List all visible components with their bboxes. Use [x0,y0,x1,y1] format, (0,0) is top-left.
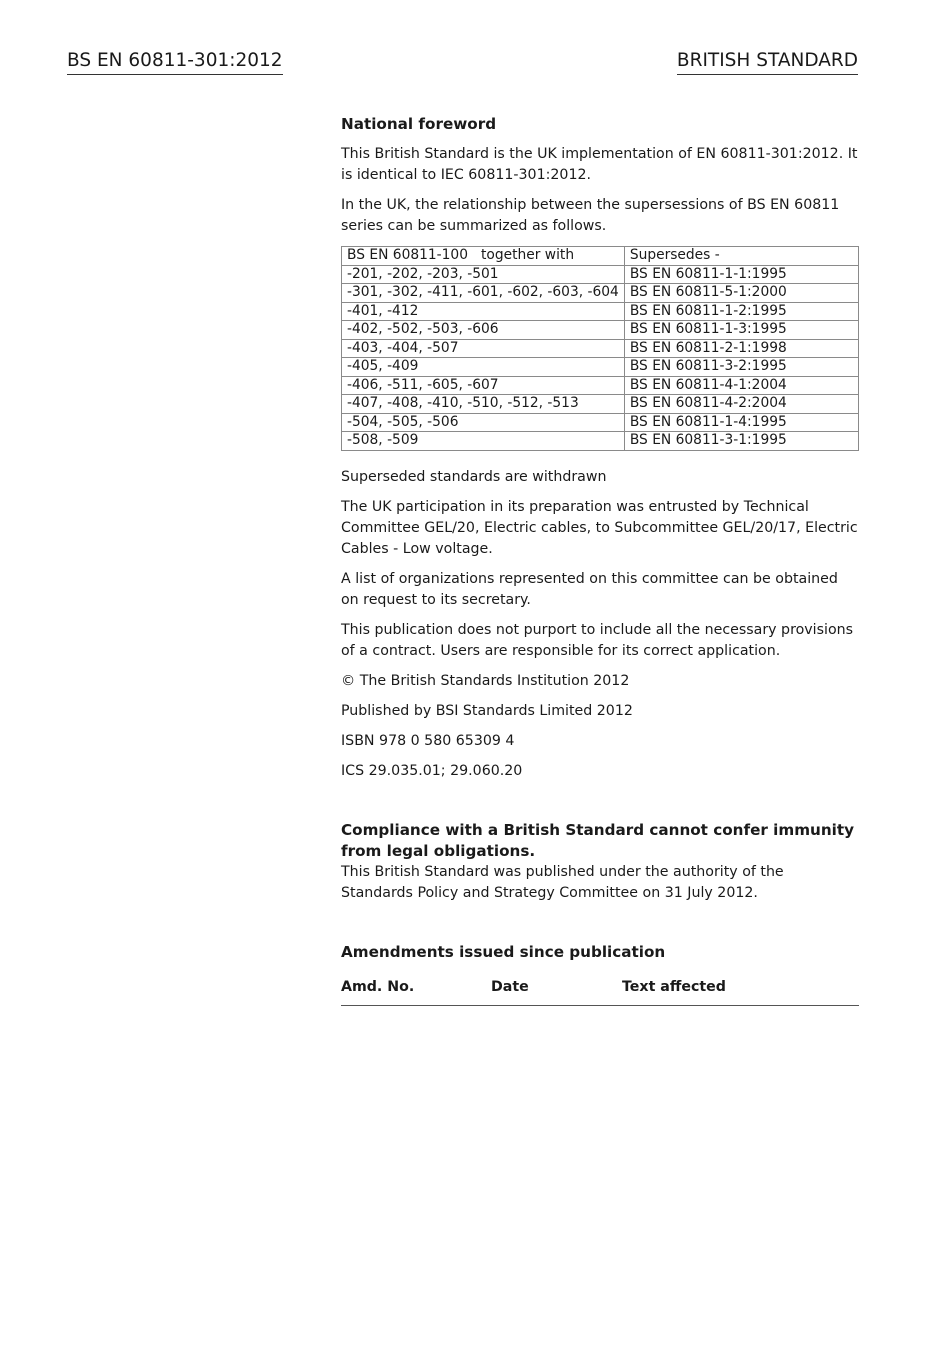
table-row [342,413,859,432]
table-cell-supersedes: BS EN 60811-1-1:1995 [624,265,858,284]
table-cell-parts: -508, -509 [342,432,625,451]
amendments-table-header [341,977,859,1006]
table-row [342,284,859,303]
table-cell-supersedes: BS EN 60811-3-2:1995 [624,358,858,377]
table-cell-supersedes: BS EN 60811-4-2:2004 [624,395,858,414]
table-cell-parts: -301, -302, -411, -601, -602, -603, -604 [342,284,625,303]
ics-line: ICS 29.035.01; 29.060.20 [341,762,523,779]
foreword-paragraph-1: This British Standard is the UK implementation of EN 60811-301:2012. It is identical to IEC 60811-301:2012. [341,146,858,183]
table-header-parts [342,247,625,266]
table-cell-parts: -402, -502, -503, -606 [342,321,625,340]
table-cell-supersedes: BS EN 60811-1-2:1995 [624,302,858,321]
provisions-paragraph: This publication does not purport to include all the necessary provisions of a contract. Users are responsible for its correct application. [341,621,854,659]
table-cell-supersedes: BS EN 60811-4-1:2004 [624,376,858,395]
amendments-col-amd-no: Amd. No. [341,978,415,995]
table-row [342,358,859,377]
supersession-table [341,246,859,451]
table-row [342,265,859,284]
publisher-line: Published by BSI Standards Limited 2012 [341,702,633,719]
table-cell-parts: -504, -505, -506 [342,413,625,432]
amendments-col-date: Date [491,978,529,995]
table-cell-parts: -403, -404, -507 [342,339,625,358]
participation-paragraph: The UK participation in its preparation was entrusted by Technical Committee GEL/20, Electric cables, to Subcommittee GEL/20/17, Electric Cables - Low voltage. [341,498,858,557]
committee-list-paragraph: A list of organizations represented on this committee can be obtained on request to its secretary. [341,570,838,608]
table-cell-supersedes: BS EN 60811-1-4:1995 [624,413,858,432]
withdrawn-note: Superseded standards are withdrawn [341,468,607,485]
isbn-line: ISBN 978 0 580 65309 4 [341,732,515,749]
foreword-title: National foreword [341,115,497,133]
table-header-together-with: together with [481,247,575,263]
standard-series-label: BRITISH STANDARD [677,50,858,75]
table-row [342,395,859,414]
table-row [342,302,859,321]
compliance-statement: Compliance with a British Standard cannot confer immunity from legal obligations. [341,820,855,860]
amendments-title: Amendments issued since publication [341,942,666,961]
copyright-line: © The British Standards Institution 2012 [341,672,630,689]
main-content [341,114,859,1006]
table-row [342,321,859,340]
table-row [342,376,859,395]
table-cell-parts: -407, -408, -410, -510, -512, -513 [342,395,625,414]
table-row [342,339,859,358]
table-cell-parts: -401, -412 [342,302,625,321]
table-header-standard: BS EN 60811-100 [347,247,468,263]
table-cell-supersedes: BS EN 60811-5-1:2000 [624,284,858,303]
authority-statement: This British Standard was published under the authority of the Standards Policy and Strategy Committee on 31 July 2012. [341,863,784,901]
table-cell-supersedes: BS EN 60811-3-1:1995 [624,432,858,451]
table-row [342,432,859,451]
table-cell-parts: -406, -511, -605, -607 [342,376,625,395]
table-cell-parts: -201, -202, -203, -501 [342,265,625,284]
supersession-table-header-row [342,247,859,266]
table-header-supersedes: Supersedes - [624,247,858,266]
table-cell-supersedes: BS EN 60811-1-3:1995 [624,321,858,340]
table-cell-parts: -405, -409 [342,358,625,377]
amendments-col-text-affected: Text affected [622,978,726,995]
foreword-paragraph-2: In the UK, the relationship between the supersessions of BS EN 60811 series can be summarized as follows. [341,197,840,234]
table-cell-supersedes: BS EN 60811-2-1:1998 [624,339,858,358]
document-id: BS EN 60811-301:2012 [67,50,283,75]
